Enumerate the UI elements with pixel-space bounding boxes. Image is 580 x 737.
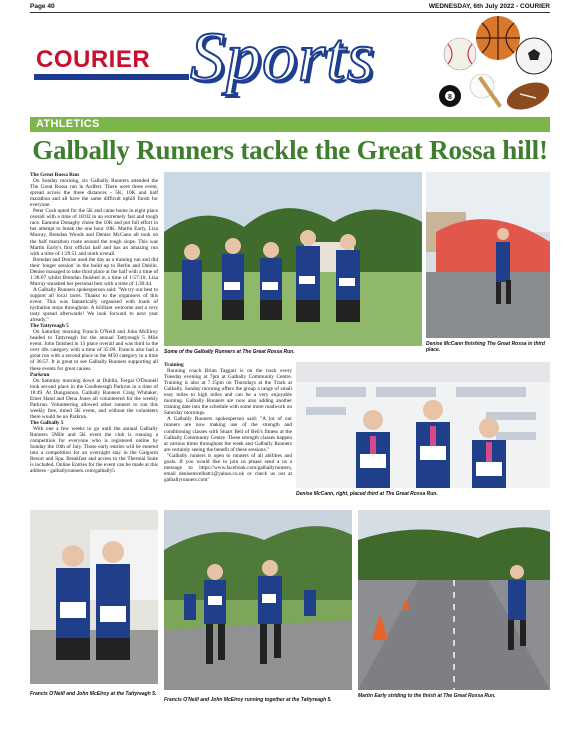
- eight-ball-number: 8: [448, 94, 452, 101]
- subheading: Parkrun: [30, 371, 50, 378]
- masthead: [30, 16, 550, 112]
- issue-date: WEDNESDAY, 6th July 2022 - COURIER: [428, 3, 550, 10]
- paragraph: Running coach Brian Taggart is on the track every Tuesday evening at 7pm at Galbally Community Centre. Training is also at 7.15pm on Thursdays at the Track at Galbally. Sunday morning offers the group a range of small easy miles to high miles and can be a very enjoyable morning. Galbally Runners are now also adding another training date into the schedule with some more roadwork on Saturday mornings.: [164, 368, 292, 417]
- page-number: Page 40: [30, 3, 55, 10]
- caption-podium: Denise McCann, right, placed third at The Great Rossa Run.: [296, 491, 438, 497]
- paragraph: A Galbally Runners spokesperson said: "We try our best to support all local races. Thanks to the organisers of this event. This was fantastically organised with loads of hydration stops throughout. A brilliant welcome and a very tasty spread afterwards! We look forward to next year already.": [30, 286, 158, 324]
- article-headline: Galbally Runners tackle the Great Rossa hill!: [32, 135, 548, 165]
- baseball-icon: [444, 38, 476, 70]
- sports-wordmark: Sports: [190, 19, 375, 96]
- section-label: ATHLETICS: [36, 118, 100, 130]
- sports-balls-graphic: [430, 16, 552, 112]
- header-rule: [30, 12, 550, 13]
- article-column-1: [30, 172, 158, 474]
- tattyreagh-photo-image: [30, 510, 158, 684]
- paragraph: "Galbally runners is open to runners of all abilities and goals. If you would like to join us please send a us a message to https://www.facebook.com/galballyrunners, email denisemcelhatt1@yahoo.co.uk or check us out at galballyrunners.com": [164, 452, 292, 483]
- running-photo-image: [164, 510, 352, 690]
- striding-photo-image: [358, 510, 550, 690]
- photo-tattyreagh: [30, 510, 158, 684]
- caption-striding: Martin Early striding to the finish at The Great Rossa Run.: [358, 693, 496, 699]
- photo-running-together: [164, 510, 352, 690]
- photo-podium: [296, 362, 550, 488]
- paragraph: With one a few weeks to go until the annual Galbally Runners 5Mile and 5K event the club is running a competition for everyone who is registered online by Sunday the 10th of July. Those early entries will be entered into a competition for an overnight stay in the Galgorm Resort and Spa. Breakfast and access to the Thermal Suite is included. Online Entries for the event can be made at this address - galballyrunners.com/galbally5: [30, 425, 158, 475]
- podium-photo-image: [296, 362, 550, 488]
- courier-logo: COURIER: [36, 46, 151, 73]
- subheading: Training: [164, 362, 184, 368]
- photo-group-runners: [164, 172, 422, 346]
- caption-tattyreagh: Francis O'Neill and John McElroy at the Tattyreagh 5.: [30, 691, 157, 697]
- group-photo-image: [164, 172, 422, 346]
- paragraph: On Saturday morning down at Dublin, Fergal O'Donnell took second place in the Coolkeeragh Parkrun in a time of 18:49. At Dungannon, Galbally Runners Craig Whitaker, Emer Hand and Dena Jones all volunteered for the weekly Parkrun. Volunteering allowed other runners to run this weekly free, timed 5K event, and without the volunteers there would be no Parkrun.: [30, 377, 158, 420]
- caption-finish: Denise McCann finishing The Great Rossa in third place.: [426, 341, 545, 353]
- photo-striding: [358, 510, 550, 690]
- paragraph: A Galbally Runners spokesperson said: "A lot of our runners are now making use of the strength and conditioning classes with Stuart Bell of Bell's fitness at the Galbally Community Centre. These strength classes happen at various times throughout the week and Galbally Runners are certainly seeing the benefit of these sessions.": [164, 416, 292, 453]
- paragraph: On Sunday morning, six Galbally Runners attended the The Great Rossa run in Ardfert. There were three event, spread across the three distances - 5K, 10K and half marathon and all have the same difficult uphill finish for everyone.: [30, 178, 158, 209]
- rugby-ball-icon: [503, 77, 552, 112]
- article-column-3: [164, 362, 292, 483]
- caption-running-together: Francis O'Neill and John McElroy running together at the Tattyreagh 5.: [164, 697, 332, 703]
- subheading: The Galbally 5: [30, 419, 64, 426]
- photo-finish-line: [426, 172, 550, 338]
- paragraph: Brendan and Denise used the day as a training run and did their 'longer session' in the build up to Berlin and Dublin. Denise managed to take third place at the half with a time of 1:38:07 whilst Brendan finished in a time of 1:57:10. Liza Murray smashed her personal best with a time of 1:30:44.: [30, 256, 158, 287]
- caption-group: Some of the Galbally Runners at The Great Rossa Run.: [164, 349, 295, 355]
- paragraph: On Saturday morning Francis O'Neill and John McElroy headed to Tattyreagh for the annual Tattyreagh 5 Mile event. John finished in 13 place overall and was third in the over 40s category with a time of 35:09. Francis also had a great run with a second place in the M50 category in a time of 36:57. It is great to see Galbally Runners supporting all these events for great causes.: [30, 329, 158, 372]
- subheading: The Tattyreagh 5: [30, 323, 69, 330]
- subheading: The Great Rossa Run: [30, 172, 79, 178]
- logo-underline: [34, 74, 189, 80]
- section-bar: [30, 117, 550, 132]
- finish-photo-image: [426, 172, 550, 338]
- paragraph: Peter Cosh opted for the 5K and came home in eight place overall with a time of 18:02 in an extremely fast and tough race. Eamonn Donaghy chose the 10K and put full effort in her attempt to break the one hour 10K. Martin Early, Liza Murray, Brendan Woods and Denise McCann all took on the half marathon route around the tough slope. This was Martin Early's first official half and has an amazing run with a time of 1:29:51 and ninth overall.: [30, 208, 158, 257]
